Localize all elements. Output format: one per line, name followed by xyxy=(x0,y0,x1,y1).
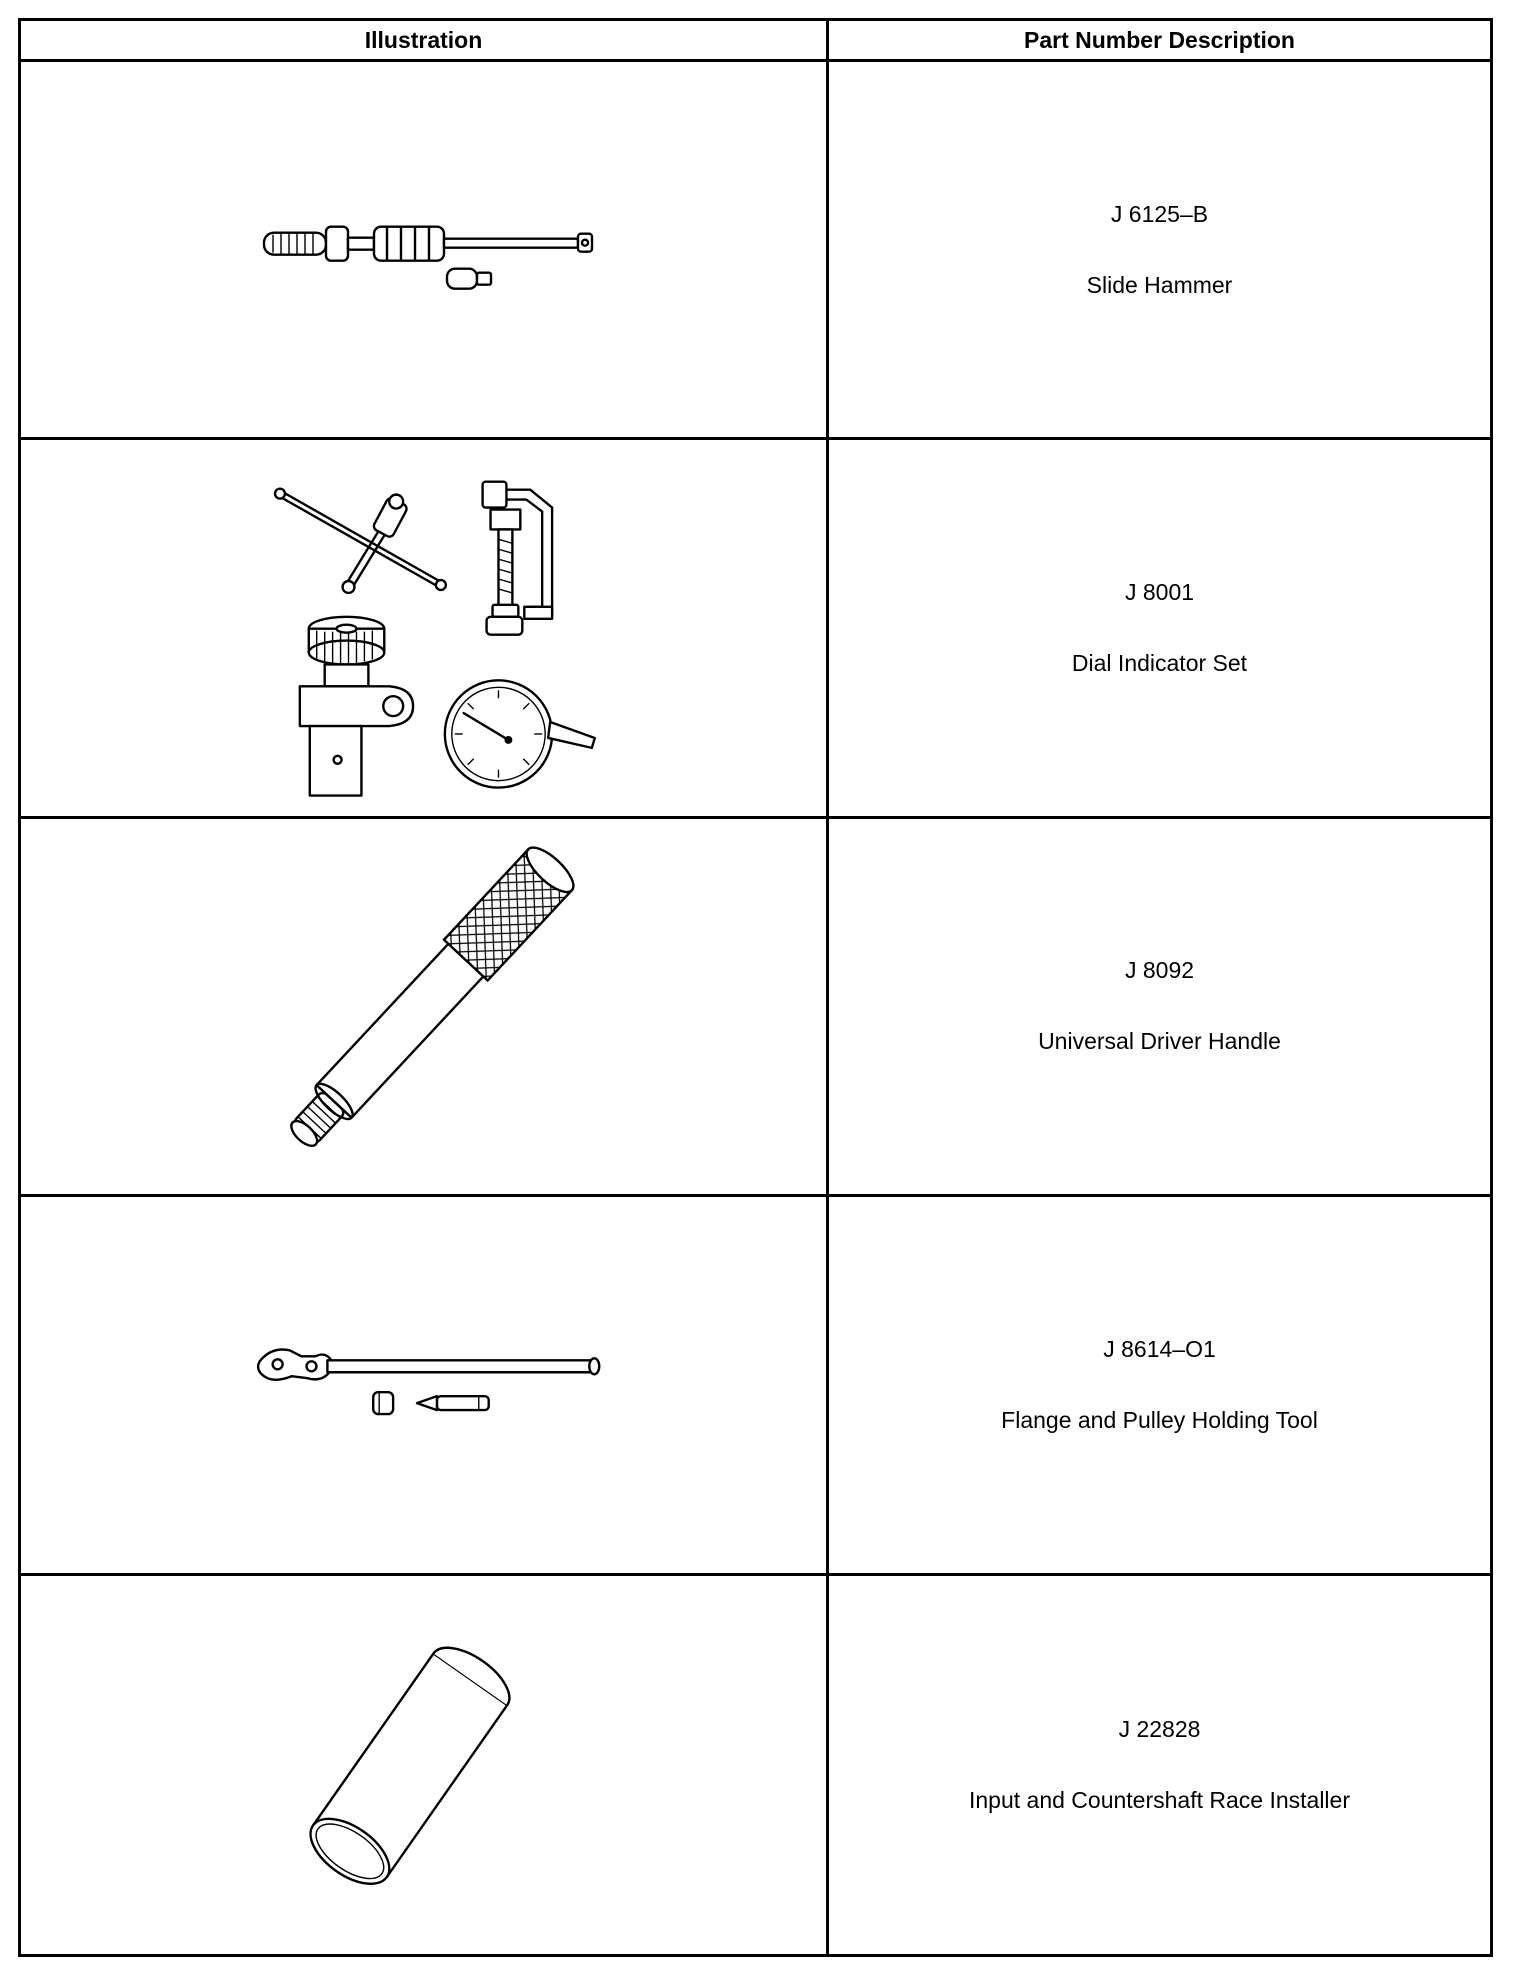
description-cell-2 xyxy=(829,440,1490,818)
part-number-1: J 6125–B xyxy=(1110,200,1209,227)
part-name-2: Dial Indicator Set xyxy=(1071,650,1248,677)
part-name-5: Input and Countershaft Race Installer xyxy=(968,1786,1350,1813)
header-illustration xyxy=(21,21,829,62)
race-installer-icon xyxy=(21,1576,826,1954)
part-name-3: Universal Driver Handle xyxy=(1038,1028,1281,1055)
slide-hammer-icon xyxy=(21,62,826,437)
part-number-3: J 8092 xyxy=(1124,957,1195,984)
illustration-cell-4 xyxy=(21,1197,829,1575)
description-cell-3 xyxy=(829,819,1490,1197)
description-cell-4 xyxy=(829,1197,1490,1575)
illustration-cell-5 xyxy=(21,1576,829,1954)
header-description xyxy=(829,21,1490,62)
universal-driver-handle-icon xyxy=(21,819,826,1194)
illustration-cell-1 xyxy=(21,62,829,440)
part-number-5: J 22828 xyxy=(1118,1715,1201,1742)
description-cell-5 xyxy=(829,1576,1490,1954)
part-name-1: Slide Hammer xyxy=(1086,271,1233,298)
flange-pulley-holding-tool-icon xyxy=(21,1197,826,1572)
part-number-2: J 8001 xyxy=(1124,579,1195,606)
description-cell-1 xyxy=(829,62,1490,440)
header-description-label: Part Number Description xyxy=(1024,26,1295,53)
special-tools-table xyxy=(18,18,1493,1957)
part-name-4: Flange and Pulley Holding Tool xyxy=(1001,1406,1318,1433)
part-number-4: J 8614–O1 xyxy=(1103,1335,1216,1362)
dial-indicator-set-icon xyxy=(21,440,826,815)
header-illustration-label: Illustration xyxy=(364,26,483,53)
illustration-cell-3 xyxy=(21,819,829,1197)
illustration-cell-2 xyxy=(21,440,829,818)
